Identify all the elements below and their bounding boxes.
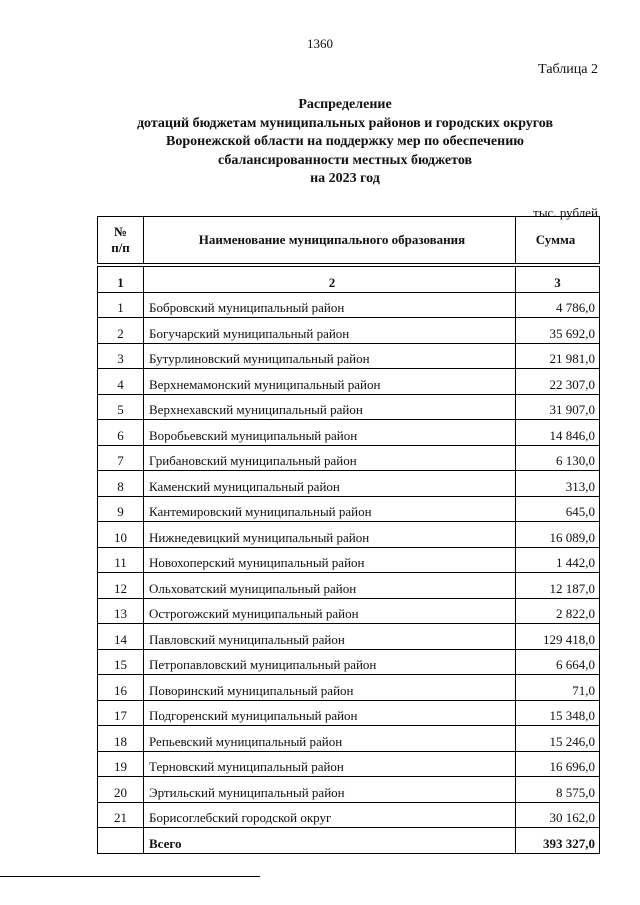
page-number: 1360 xyxy=(307,36,333,51)
header-name: Наименование муниципального образования xyxy=(144,217,516,264)
row-name: Нижнедевицкий муниципальный район xyxy=(144,522,516,548)
table-row xyxy=(98,624,600,650)
row-number: 21 xyxy=(98,802,144,828)
row-number: 4 xyxy=(98,369,144,395)
table-row xyxy=(98,598,600,624)
row-name: Бутурлиновский муниципальный район xyxy=(144,343,516,369)
data-table xyxy=(97,266,600,854)
row-name: Богучарский муниципальный район xyxy=(144,318,516,344)
table-row xyxy=(98,726,600,752)
table-row xyxy=(98,675,600,701)
title-line: на 2023 год xyxy=(310,171,380,186)
row-sum: 313,0 xyxy=(516,471,600,497)
header-number xyxy=(98,217,144,264)
row-number: 8 xyxy=(98,471,144,497)
row-number: 3 xyxy=(98,343,144,369)
row-name: Воробьевский муниципальный район xyxy=(144,420,516,446)
row-sum: 15 348,0 xyxy=(516,700,600,726)
row-number: 20 xyxy=(98,777,144,803)
table-row xyxy=(98,751,600,777)
header-number-line1: № xyxy=(113,224,128,239)
table-row xyxy=(98,318,600,344)
column-number: 1 xyxy=(98,267,144,293)
header-sum: Сумма xyxy=(516,217,600,264)
column-number-row xyxy=(98,267,600,293)
footnote-divider xyxy=(0,876,260,877)
row-sum: 30 162,0 xyxy=(516,802,600,828)
row-number: 7 xyxy=(98,445,144,471)
row-sum: 6 130,0 xyxy=(516,445,600,471)
row-name: Терновский муниципальный район xyxy=(144,751,516,777)
document-title xyxy=(0,96,640,189)
row-sum: 12 187,0 xyxy=(516,573,600,599)
row-sum: 16 696,0 xyxy=(516,751,600,777)
row-name: Кантемировский муниципальный район xyxy=(144,496,516,522)
total-row xyxy=(98,828,600,854)
row-sum: 129 418,0 xyxy=(516,624,600,650)
row-name: Бобровский муниципальный район xyxy=(144,292,516,318)
title-line: сбалансированности местных бюджетов xyxy=(217,152,473,168)
table-row xyxy=(98,420,600,446)
column-number: 2 xyxy=(144,267,516,293)
row-name: Верхнемамонский муниципальный район xyxy=(144,369,516,395)
row-sum: 16 089,0 xyxy=(516,522,600,548)
row-number: 12 xyxy=(98,573,144,599)
column-number: 3 xyxy=(516,267,600,293)
row-number: 2 xyxy=(98,318,144,344)
table-row xyxy=(98,394,600,420)
table-row xyxy=(98,369,600,395)
row-name: Репьевский муниципальный район xyxy=(144,726,516,752)
row-name: Ольховатский муниципальный район xyxy=(144,573,516,599)
table-row xyxy=(98,496,600,522)
row-name: Подгоренский муниципальный район xyxy=(144,700,516,726)
table-header xyxy=(97,216,600,264)
table-row xyxy=(98,343,600,369)
row-sum: 22 307,0 xyxy=(516,369,600,395)
row-name: Эртильский муниципальный район xyxy=(144,777,516,803)
row-name: Поворинский муниципальный район xyxy=(144,675,516,701)
units-label: тыс. рублей xyxy=(533,205,598,220)
table-row xyxy=(98,777,600,803)
table-row xyxy=(98,292,600,318)
row-number: 5 xyxy=(98,394,144,420)
row-number: 14 xyxy=(98,624,144,650)
row-name: Петропавловский муниципальный район xyxy=(144,649,516,675)
title-line: Распределение xyxy=(298,97,392,112)
row-number: 6 xyxy=(98,420,144,446)
row-name: Острогожский муниципальный район xyxy=(144,598,516,624)
row-number: 19 xyxy=(98,751,144,777)
row-name: Грибановский муниципальный район xyxy=(144,445,516,471)
row-number: 15 xyxy=(98,649,144,675)
row-number: 11 xyxy=(98,547,144,573)
row-sum: 14 846,0 xyxy=(516,420,600,446)
table-row xyxy=(98,573,600,599)
header-number-line2: п/п xyxy=(111,240,130,255)
table-row xyxy=(98,522,600,548)
table-row xyxy=(98,445,600,471)
table-row xyxy=(98,547,600,573)
table-row xyxy=(98,802,600,828)
row-name: Новохоперский муниципальный район xyxy=(144,547,516,573)
row-sum: 71,0 xyxy=(516,675,600,701)
title-line: дотаций бюджетам муниципальных районов и городских округов xyxy=(136,115,554,131)
table-label: Таблица 2 xyxy=(538,62,598,77)
row-name: Павловский муниципальный район xyxy=(144,624,516,650)
table-row xyxy=(98,700,600,726)
row-sum: 4 786,0 xyxy=(516,292,600,318)
table-row xyxy=(98,649,600,675)
row-number: 16 xyxy=(98,675,144,701)
total-label: Всего xyxy=(144,828,516,854)
row-sum: 6 664,0 xyxy=(516,649,600,675)
total-number xyxy=(98,828,144,854)
row-sum: 8 575,0 xyxy=(516,777,600,803)
title-line: Воронежской области на поддержку мер по обеспечению xyxy=(166,134,524,149)
row-sum: 35 692,0 xyxy=(516,318,600,344)
row-number: 9 xyxy=(98,496,144,522)
row-sum: 31 907,0 xyxy=(516,394,600,420)
row-number: 10 xyxy=(98,522,144,548)
row-sum: 21 981,0 xyxy=(516,343,600,369)
row-number: 17 xyxy=(98,700,144,726)
row-name: Каменский муниципальный район xyxy=(144,471,516,497)
row-number: 18 xyxy=(98,726,144,752)
row-name: Верхнехавский муниципальный район xyxy=(144,394,516,420)
table-row xyxy=(98,471,600,497)
total-sum: 393 327,0 xyxy=(516,828,600,854)
row-sum: 15 246,0 xyxy=(516,726,600,752)
row-sum: 2 822,0 xyxy=(516,598,600,624)
row-number: 1 xyxy=(98,292,144,318)
row-sum: 645,0 xyxy=(516,496,600,522)
row-name: Борисоглебский городской округ xyxy=(144,802,516,828)
row-number: 13 xyxy=(98,598,144,624)
row-sum: 1 442,0 xyxy=(516,547,600,573)
